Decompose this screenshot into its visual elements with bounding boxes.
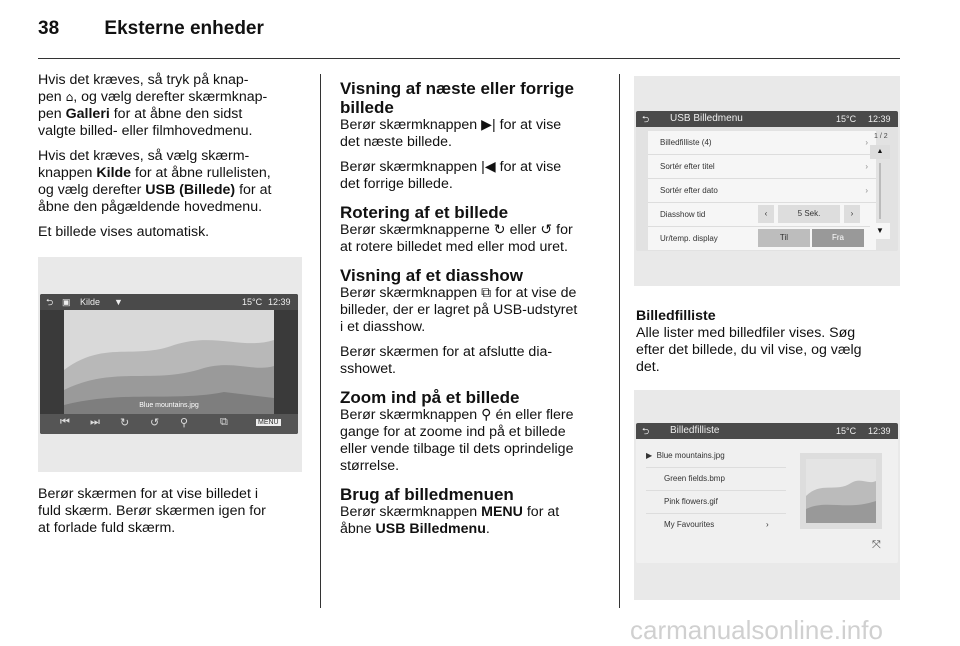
column-divider <box>320 74 321 608</box>
back-icon: ⮌ <box>46 297 54 307</box>
paragraph: Berør skærmen for at afslutte dia- sshowet. <box>340 344 553 377</box>
status-bar <box>636 111 898 127</box>
column-2 <box>340 79 610 546</box>
page-number: 38 <box>38 18 60 39</box>
list-item[interactable]: Billedfilliste (4) › <box>648 131 876 155</box>
usb-menu-screen <box>636 111 898 251</box>
screen-illustration-2 <box>634 76 900 286</box>
paragraph: Et billede vises automatisk. <box>38 224 210 240</box>
list-item[interactable]: ▶ Blue mountains.jpg <box>646 445 786 468</box>
paragraph: Alle lister med billedfiler vises. Søg efter det billede, du vil vise, og vælg det. <box>636 325 862 375</box>
paragraph: Hvis det kræves, så vælg skærm- knappen Kilde for at åbne rullelisten, og vælg derefter USB (Billede) for at åbne den pågældende hovedmenu. <box>38 148 272 215</box>
file-list-screen <box>636 423 898 563</box>
menu-list <box>648 131 876 250</box>
page-indicator: 1 / 2 <box>874 133 888 140</box>
column-3 <box>636 308 901 384</box>
heading: Visning af næste eller forrige billede <box>340 79 574 117</box>
column-1-bottom <box>38 486 308 545</box>
page-title: Eksterne enheder <box>104 18 264 39</box>
fullscreen-icon[interactable]: ⤧ <box>872 539 881 551</box>
slideshow-icon[interactable]: ⧉ <box>220 416 228 428</box>
next-icon[interactable]: ⏭ <box>90 416 100 428</box>
list-item: Ur/temp. display Til Fra <box>648 227 876 250</box>
list-item[interactable]: Sortér efter dato › <box>648 179 876 203</box>
temperature: 15°C <box>242 297 263 307</box>
clock: 12:39 <box>868 114 891 124</box>
increase-icon[interactable]: › <box>844 205 860 223</box>
mountain-image <box>64 310 274 414</box>
temperature: 15°C <box>836 426 857 436</box>
rotate-left-icon[interactable]: ↺ <box>150 417 160 429</box>
dropdown-icon: ▼ <box>114 297 123 307</box>
zoom-icon[interactable]: ⚲ <box>180 417 189 429</box>
paragraph: Hvis det kræves, så tryk på knap- pen ⌂, og vælg derefter skærmknap- pen Galleri for at åbne den sidst valgte billed- eller filmhovedmenu. <box>38 72 268 139</box>
paragraph: Berør skærmknappen MENU for at åbne USB Billedmenu. <box>340 504 560 537</box>
menu-button[interactable]: MENU <box>258 419 279 426</box>
list-item[interactable]: Sortér efter titel › <box>648 155 876 179</box>
heading: Rotering af et billede <box>340 203 509 222</box>
file-list <box>646 445 786 536</box>
heading: Visning af et diasshow <box>340 266 523 285</box>
paragraph: Berør skærmen for at vise billedet i fuld skærm. Berør skærmen igen for at forlade fuld skærm. <box>38 486 266 536</box>
temperature: 15°C <box>836 114 857 124</box>
status-bar <box>636 423 898 439</box>
rotate-right-icon[interactable]: ↻ <box>120 417 130 429</box>
status-bar <box>40 294 298 310</box>
paragraph: Berør skærmknappen ⧉ for at vise de billeder, der er lagret på USB-udstyret i et diasshow. <box>340 285 578 335</box>
column-divider <box>619 74 620 608</box>
column-1 <box>38 72 308 249</box>
decrease-icon[interactable]: ‹ <box>758 205 774 223</box>
header-rule <box>38 58 900 59</box>
clock: 12:39 <box>868 426 891 436</box>
heading: Zoom ind på et billede <box>340 388 520 407</box>
back-icon[interactable]: ⮌ <box>642 426 650 436</box>
picture-icon: ▣ <box>62 297 71 307</box>
watermark: carmanualsonline.info <box>630 615 883 645</box>
home-icon: ⌂ <box>65 90 74 104</box>
control-bar <box>40 414 298 434</box>
interval-value: 5 Sek. <box>778 205 840 223</box>
paragraph: Berør skærmknappen ⚲ én eller flere gange for at zoome ind på et billede eller vende tilbage til dets oprindelige størrelse. <box>340 407 574 474</box>
thumbnail-preview <box>796 451 886 531</box>
off-button[interactable]: Fra <box>812 229 864 247</box>
previous-icon[interactable]: ⏮ <box>60 416 70 428</box>
heading: Billedfilliste <box>636 308 716 324</box>
heading: Brug af billedmenuen <box>340 485 514 504</box>
image-viewer-screen <box>40 294 298 434</box>
clock: 12:39 <box>268 297 291 307</box>
back-icon[interactable]: ⮌ <box>642 114 650 124</box>
page-header <box>38 18 264 40</box>
source-label: Kilde <box>80 297 101 307</box>
scroll-down-icon[interactable]: ▼ <box>870 223 890 239</box>
image-caption: Blue mountains.jpg <box>139 402 199 409</box>
scrollbar[interactable] <box>879 163 881 219</box>
list-item[interactable]: Pink flowers.gif <box>646 491 786 514</box>
scroll-up-icon[interactable]: ▲ <box>870 145 890 159</box>
screen-illustration-1 <box>38 257 302 472</box>
paragraph: Berør skærmknapperne ↻ eller ↺ for at rotere billedet med eller mod uret. <box>340 222 573 255</box>
screen-illustration-3 <box>634 390 900 600</box>
screen-title: USB Billedmenu <box>670 113 743 124</box>
screen-title: Billedfilliste <box>670 425 720 436</box>
on-button[interactable]: Til <box>758 229 810 247</box>
list-item: Diasshow tid ‹ 5 Sek. › <box>648 203 876 227</box>
paragraph: Berør skærmknappen |◀ for at vise det forrige billede. <box>340 159 562 192</box>
list-item[interactable]: My Favourites › <box>664 520 769 529</box>
list-item[interactable]: Green fields.bmp <box>646 468 786 491</box>
paragraph: Berør skærmknappen ▶| for at vise det næste billede. <box>340 117 562 150</box>
